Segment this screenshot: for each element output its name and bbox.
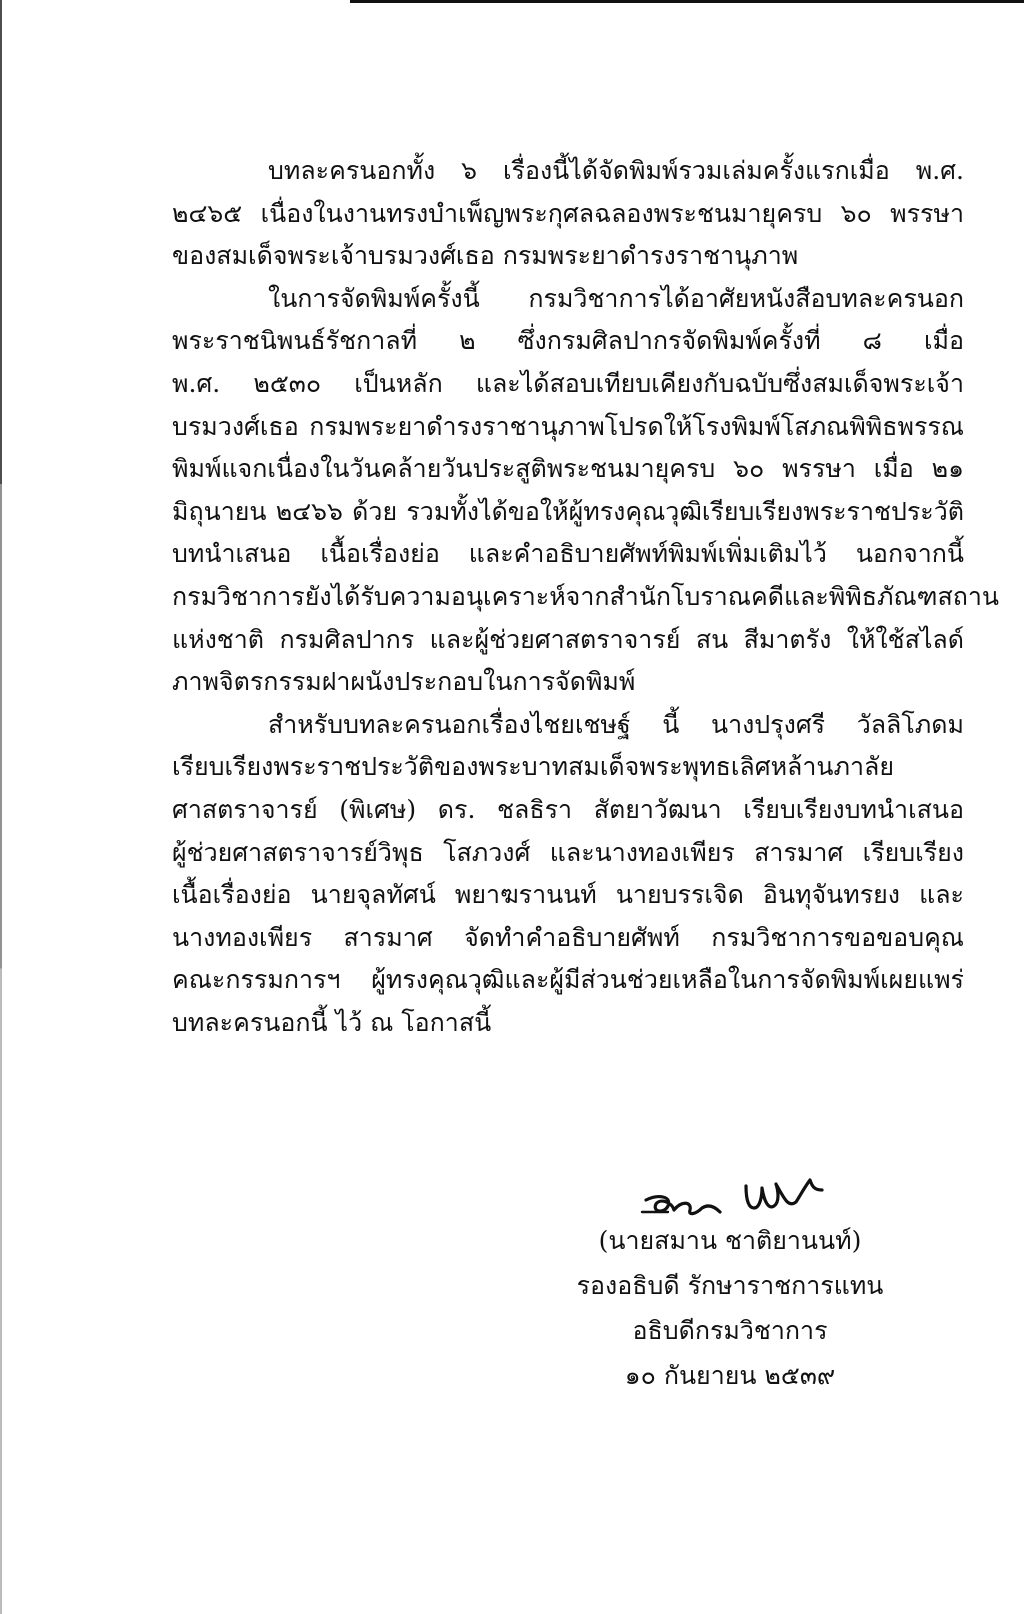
paragraph-line: ในการจัดพิมพ์ครั้งนี้ กรมวิชาการได้อาศัยหนังสือบทละครนอก [268, 283, 964, 313]
signatory-name: (นายสมาน ชาติยานนท์) [598, 1226, 862, 1255]
paragraph-line: พ.ศ. ๒๕๓๐ เป็นหลัก และได้สอบเทียบเคียงกับฉบับซึ่งสมเด็จพระเจ้า [172, 368, 964, 398]
paragraph-line: ของสมเด็จพระเจ้าบรมวงศ์เธอ กรมพระยาดำรงราชานุภาพ [172, 241, 799, 271]
paragraph-line: บทละครนอกทั้ง ๖ เรื่องนี้ได้จัดพิมพ์รวมเล่มครั้งแรกเมื่อ พ.ศ. [268, 156, 964, 185]
foreword-body [172, 150, 999, 1044]
paragraph-1 [172, 150, 964, 278]
paragraph-line: มิถุนายน ๒๔๖๖ ด้วย รวมทั้งได้ขอให้ผู้ทรงคุณวุฒิเรียบเรียงพระราชประวัติ [172, 496, 964, 526]
paragraph-line: ๒๔๖๕ เนื่องในงานทรงบำเพ็ญพระกุศลฉลองพระชนมายุครบ ๖๐ พรรษา [172, 198, 964, 228]
scan-edge-top [350, 0, 1024, 3]
paragraph-line: นางทองเพียร สารมาศ จัดทำคำอธิบายศัพท์ กรมวิชาการขอขอบคุณ [172, 922, 964, 952]
signature-block [570, 1218, 890, 1398]
paragraph-line: เนื้อเรื่องย่อ นายจุลทัศน์ พยาฆรานนท์ นายบรรเจิด อินทุจันทรยง และ [172, 880, 964, 910]
paragraph-line: บทละครนอกนี้ ไว้ ณ โอกาสนี้ [172, 1007, 492, 1037]
paragraph-3 [172, 704, 964, 1045]
scan-edge-left [0, 0, 2, 1614]
paragraph-line: ผู้ช่วยศาสตราจารย์วิพุธ โสภวงศ์ และนางทองเพียร สารมาศ เรียบเรียง [172, 837, 964, 867]
paragraph-2 [172, 278, 999, 704]
paragraph-line: สำหรับบทละครนอกเรื่องไชยเชษฐ์ นี้ นางปรุงศรี วัลลิโภดม [268, 709, 964, 739]
paragraph-line: พิมพ์แจกเนื่องในวันคล้ายวันประสูติพระชนมายุครบ ๖๐ พรรษา เมื่อ ๒๑ [172, 454, 964, 484]
paragraph-line: บทนำเสนอ เนื้อเรื่องย่อ และคำอธิบายศัพท์พิมพ์เพิ่มเติมไว้ นอกจากนี้ [172, 539, 964, 569]
document-date: ๑๐ กันยายน ๒๕๓๙ [624, 1361, 836, 1390]
paragraph-line: กรมวิชาการยังได้รับความอนุเคราะห์จากสำนักโบราณคดีและพิพิธภัณฑสถาน [172, 581, 999, 611]
paragraph-line: พระราชนิพนธ์รัชกาลที่ ๒ ซึ่งกรมศิลปากรจัดพิมพ์ครั้งที่ ๘ เมื่อ [172, 326, 964, 356]
paragraph-line: ภาพจิตรกรรมฝาผนังประกอบในการจัดพิมพ์ [172, 667, 636, 697]
signatory-position: รองอธิบดี รักษาราชการแทน [576, 1271, 884, 1300]
paragraph-line: บรมวงศ์เธอ กรมพระยาดำรงราชานุภาพโปรดให้โรงพิมพ์โสภณพิพิธพรรณ [172, 411, 964, 441]
paragraph-line: เรียบเรียงพระราชประวัติของพระบาทสมเด็จพระพุทธเลิศหล้านภาลัย [172, 752, 894, 782]
paragraph-line: คณะกรรมการฯ ผู้ทรงคุณวุฒิและผู้มีส่วนช่วยเหลือในการจัดพิมพ์เผยแพร่ [172, 965, 964, 995]
paragraph-line: ศาสตราจารย์ (พิเศษ) ดร. ชลธิรา สัตยาวัฒนา เรียบเรียงบทนำเสนอ [172, 794, 964, 824]
signatory-department: อธิบดีกรมวิชาการ [632, 1316, 828, 1345]
paragraph-line: แห่งชาติ กรมศิลปากร และผู้ช่วยศาสตราจารย์ สน สีมาตรัง ให้ใช้สไลด์ [172, 624, 964, 654]
